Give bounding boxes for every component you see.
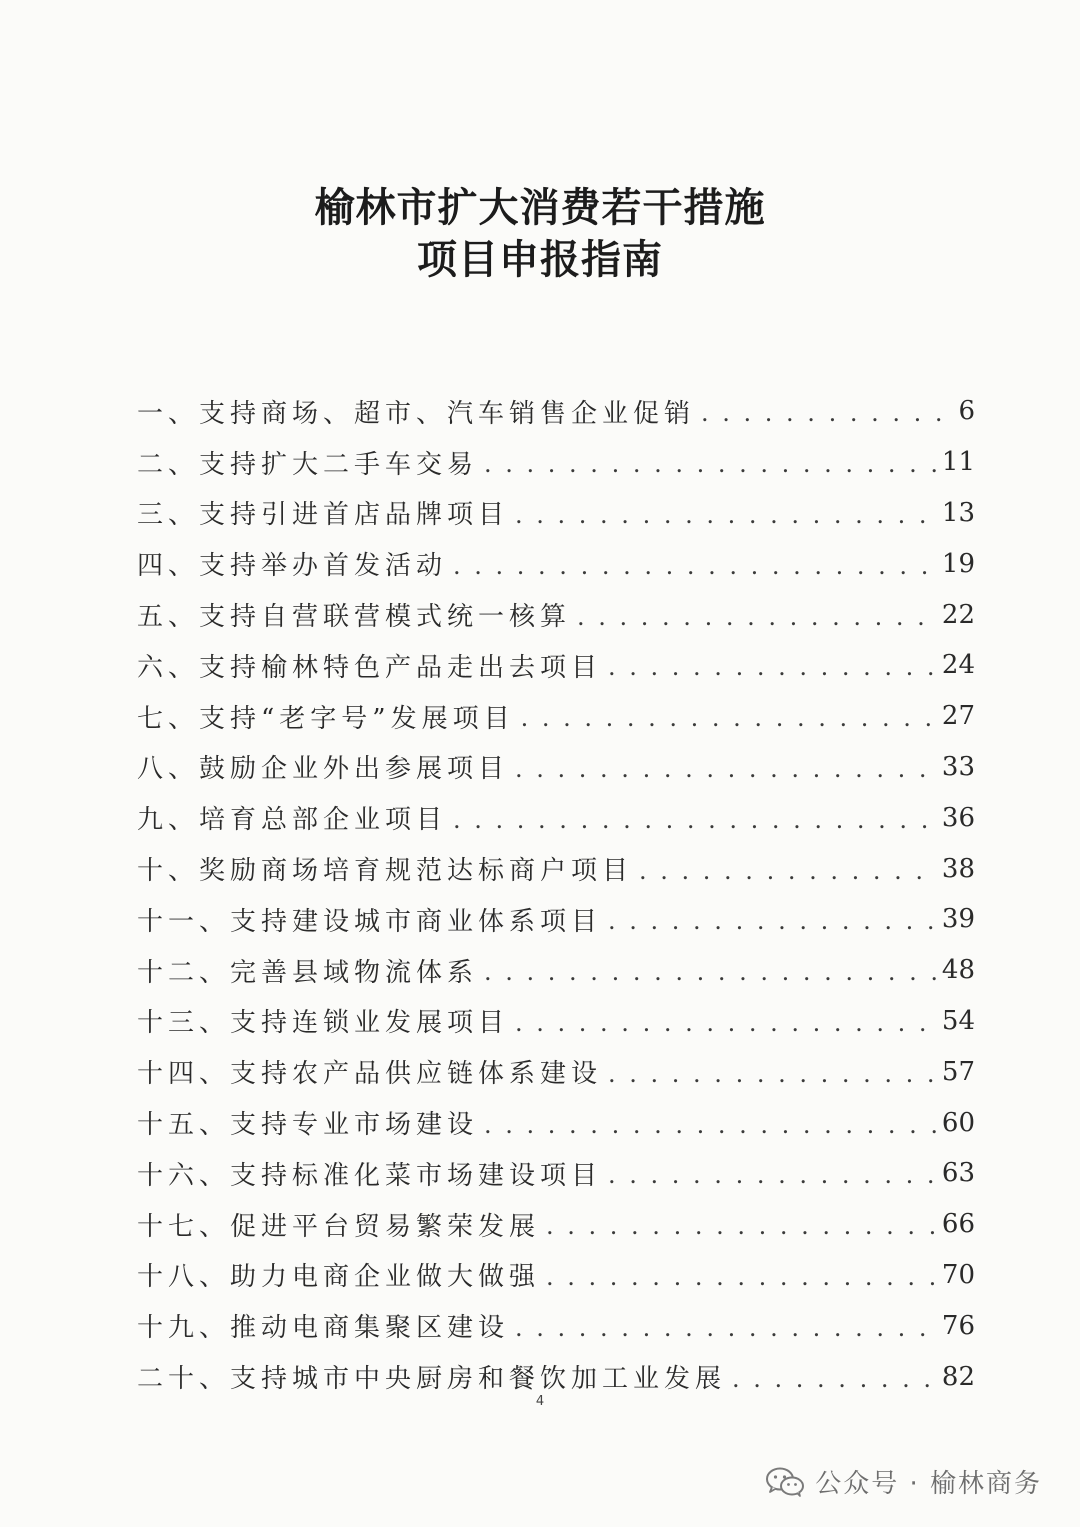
toc-entry (137, 1097, 975, 1148)
toc-entry-label: 十四、支持农产品供应链体系建设 (137, 1059, 603, 1090)
toc-entry (137, 996, 975, 1047)
toc-entry-label: 十七、促进平台贸易繁荣发展 (137, 1211, 541, 1242)
toc-entry-label: 十八、助力电商企业做大做强 (137, 1262, 541, 1293)
toc-entry-page: 70 (941, 1259, 975, 1290)
toc-entry-label: 六、支持榆林特色产品走出去项目 (137, 652, 603, 683)
toc-entry-label: 十三、支持连锁业发展项目 (137, 1008, 510, 1039)
toc-entry (137, 894, 975, 945)
toc-entry (137, 1250, 975, 1301)
toc-entry-page: 19 (941, 548, 975, 579)
document-title-line2: 项目申报指南 (417, 236, 663, 283)
toc-entry-label: 八、鼓励企业外出参展项目 (137, 754, 510, 785)
toc-leader-dots (608, 1056, 936, 1088)
toc-leader-dots (515, 497, 936, 529)
toc-entry-page: 39 (941, 904, 975, 935)
toc-entry (137, 843, 975, 894)
toc-entry-page: 6 (958, 396, 975, 427)
toc-entry (137, 640, 975, 691)
toc-leader-dots (521, 700, 936, 732)
toc-entry-page: 48 (941, 955, 975, 986)
watermark-text: 公众号 · 榆林商务 (815, 1469, 1042, 1499)
toc-leader-dots (515, 1005, 936, 1037)
toc-leader-dots (515, 751, 936, 783)
toc-entry-page: 24 (941, 650, 975, 681)
toc-entry (137, 742, 975, 793)
toc-entry-page: 66 (941, 1209, 975, 1240)
toc-leader-dots (453, 548, 936, 580)
toc-leader-dots (639, 853, 936, 885)
toc-entry-label: 十九、推动电商集聚区建设 (137, 1313, 510, 1344)
toc-entry (137, 386, 975, 437)
toc-leader-dots (546, 1259, 936, 1291)
toc-entry-label: 二、支持扩大二手车交易 (137, 449, 479, 480)
toc-entry-page: 11 (941, 447, 975, 478)
toc-entry-page: 63 (941, 1158, 975, 1189)
toc-entry-page: 22 (941, 599, 975, 630)
toc-entry (137, 792, 975, 843)
toc-entry-label: 七、支持“老字号”发展项目 (137, 703, 515, 734)
toc-entry (137, 589, 975, 640)
toc-entry-page: 57 (941, 1056, 975, 1087)
toc-entry (137, 945, 975, 996)
toc-entry-page: 27 (941, 701, 975, 732)
toc-entry (137, 1300, 975, 1351)
toc-entry (137, 1199, 975, 1250)
toc-entry-label: 四、支持举办首发活动 (137, 551, 448, 582)
toc-leader-dots (577, 599, 936, 631)
toc-entry-label: 三、支持引进首店品牌项目 (137, 500, 510, 531)
wechat-icon (765, 1467, 805, 1497)
toc-leader-dots (484, 446, 936, 478)
toc-entry-page: 60 (941, 1107, 975, 1138)
toc-leader-dots (608, 649, 936, 681)
toc-leader-dots (608, 1157, 936, 1189)
toc-entry (137, 488, 975, 539)
toc-entry-label: 十一、支持建设城市商业体系项目 (137, 906, 603, 937)
toc-entry (137, 1046, 975, 1097)
toc-entry-label: 五、支持自营联营模式统一核算 (137, 602, 572, 633)
toc-entry-page: 76 (941, 1310, 975, 1341)
toc-entry (137, 1148, 975, 1199)
toc-leader-dots (701, 395, 941, 427)
toc-entry-label: 一、支持商场、超市、汽车销售企业促销 (137, 398, 696, 429)
toc-entry (137, 691, 975, 742)
toc-entry-page: 54 (941, 1005, 975, 1036)
toc-leader-dots (484, 954, 936, 986)
toc-entry-label: 十五、支持专业市场建设 (137, 1110, 479, 1141)
page-number: 4 (535, 1394, 545, 1409)
toc-entry-page: 13 (941, 497, 975, 528)
toc-leader-dots (484, 1107, 936, 1139)
toc-entry-label: 十二、完善县域物流体系 (137, 957, 479, 988)
toc-entry-page: 36 (941, 802, 975, 833)
toc-entry-label: 十、奖励商场培育规范达标商户项目 (137, 856, 634, 887)
toc-entry-label: 二十、支持城市中央厨房和餐饮加工业发展 (137, 1364, 727, 1395)
toc-entry (137, 437, 975, 488)
toc-leader-dots (546, 1208, 936, 1240)
toc-entry (137, 538, 975, 589)
toc-entry-page: 33 (941, 751, 975, 782)
wechat-watermark (765, 1463, 1042, 1500)
document-title-line1: 榆林市扩大消费若干措施 (314, 184, 766, 231)
toc-entry-page: 82 (941, 1361, 975, 1392)
toc-entry-label: 九、培育总部企业项目 (137, 805, 448, 836)
table-of-contents (137, 386, 975, 1402)
toc-leader-dots (608, 903, 936, 935)
toc-leader-dots (515, 1310, 936, 1342)
toc-leader-dots (732, 1361, 936, 1393)
toc-entry-page: 38 (941, 853, 975, 884)
toc-leader-dots (453, 802, 936, 834)
toc-entry-label: 十六、支持标准化菜市场建设项目 (137, 1160, 603, 1191)
